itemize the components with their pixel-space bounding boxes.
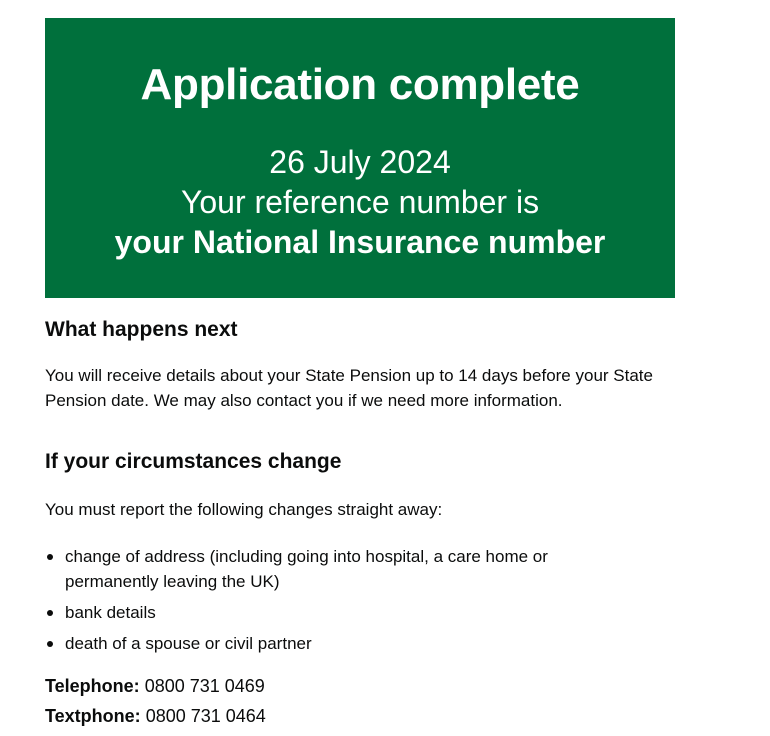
bullet-icon <box>47 554 53 560</box>
list-item <box>45 600 625 625</box>
telephone-line <box>45 671 675 701</box>
list-item <box>45 631 625 656</box>
bullet-icon <box>47 610 53 616</box>
what-happens-next-body: You will receive details about your State Pension up to 14 days before your State Pension date. We may also contact you if we need more information. <box>45 366 653 410</box>
telephone-number: 0800 731 0469 <box>144 676 265 696</box>
circumstances-heading: If your circumstances change <box>45 450 342 473</box>
circumstances-intro: You must report the following changes straight away: <box>45 500 443 519</box>
reference-intro: Your reference number is <box>180 184 540 220</box>
bullet-icon <box>47 641 53 647</box>
changes-list <box>45 544 675 656</box>
contact-details <box>45 671 675 731</box>
confirmation-panel <box>45 18 675 298</box>
textphone-line <box>45 701 675 731</box>
list-item-text: death of a spouse or civil partner <box>65 634 312 653</box>
textphone-number: 0800 731 0464 <box>145 706 266 726</box>
list-item-text: change of address (including going into hospital, a care home or permanently leaving the UK) <box>65 547 548 591</box>
panel-body <box>45 142 675 262</box>
main-content <box>45 18 675 731</box>
list-item <box>45 544 625 594</box>
reference-value: your National Insurance number <box>114 224 606 260</box>
telephone-label: Telephone: <box>45 676 140 696</box>
textphone-label: Textphone: <box>45 706 141 726</box>
what-happens-next-heading: What happens next <box>45 318 238 341</box>
list-item-text: bank details <box>65 603 156 622</box>
panel-title: Application complete <box>140 60 580 109</box>
application-date: 26 July 2024 <box>269 144 451 180</box>
